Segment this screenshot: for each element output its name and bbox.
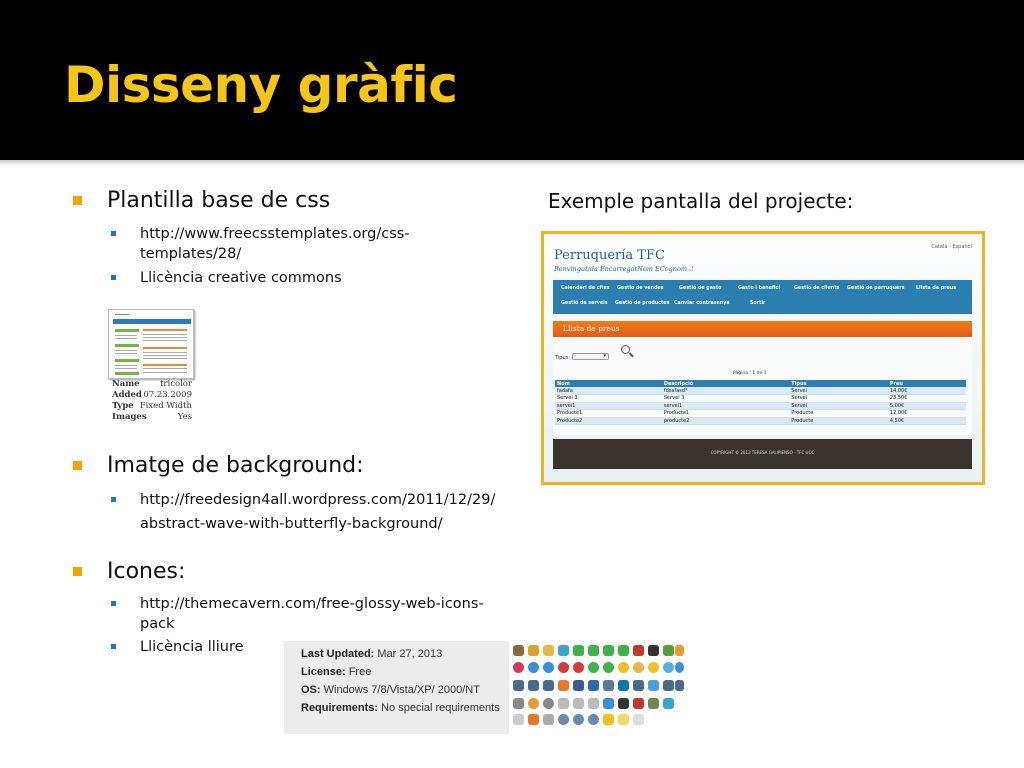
bubble-icon — [663, 662, 674, 673]
nav-item[interactable]: Canviar contrasenya — [674, 301, 730, 306]
arrow-down-icon — [618, 645, 629, 656]
bullet-marker — [73, 196, 82, 205]
chat-icon — [633, 662, 644, 673]
filter-label: Tipus: — [555, 355, 570, 361]
price-table — [555, 380, 966, 425]
project-footer — [553, 439, 972, 469]
type-select[interactable]: ▾ — [572, 353, 609, 360]
add-icon — [588, 662, 599, 673]
bullet-template-license — [140, 268, 342, 288]
lock-icon — [528, 645, 539, 656]
template-url-line2[interactable]: templates/28/ — [140, 246, 242, 262]
meta-row: Added 07.23.2009 — [112, 390, 192, 400]
table-header-row — [555, 380, 966, 387]
pencil-icon — [675, 645, 684, 656]
table-row[interactable]: Producte1 Producte1 Producte 12,00€ — [555, 410, 966, 418]
nav-item[interactable]: Llista de preus — [916, 286, 957, 291]
template-thumbnail — [108, 309, 194, 379]
icons-license-text: Llicència lliure — [140, 639, 244, 655]
user-dark-icon — [648, 645, 659, 656]
arrow-left-icon — [603, 645, 614, 656]
section-body — [553, 337, 972, 435]
background-heading-text: Imatge de background: — [107, 453, 364, 478]
icon-pack-preview — [509, 641, 688, 734]
example-caption: Exemple pantalla del projecte: — [548, 189, 854, 213]
help-icon — [543, 662, 554, 673]
info-icon — [528, 662, 539, 673]
user-dark-icon — [618, 698, 629, 709]
bullet-marker — [111, 497, 116, 502]
bullet-icons-heading — [107, 559, 185, 584]
nav-item[interactable]: Gestió de gasto — [679, 286, 722, 291]
envelope-icon — [513, 714, 524, 725]
table-row[interactable]: Servei 3 Servei 3 Servei 23,50€ — [555, 395, 966, 403]
icons-url-line1[interactable]: http://themecavern.com/free-glossy-web-icons- — [140, 596, 484, 612]
star-empty-icon — [633, 714, 644, 725]
bullet-background-url[interactable] — [140, 488, 495, 536]
section-bar — [553, 321, 972, 337]
monitor-icon — [513, 680, 524, 691]
comment-icon — [648, 662, 659, 673]
pagination: Pàgina : 1 de 1 — [733, 371, 767, 376]
monitor-icon — [663, 680, 674, 691]
thumbnail-header-bar — [113, 319, 191, 324]
refresh-icon — [558, 645, 569, 656]
table-row[interactable]: Producte2 producte2 Producte 4,50€ — [555, 417, 966, 425]
background-url-line1[interactable]: http://freedesign4all.wordpress.com/2011/12/29/ — [140, 492, 496, 508]
bullet-marker — [111, 644, 116, 649]
project-screenshot — [541, 231, 985, 485]
template-meta — [112, 379, 192, 423]
info-last-updated: Last Updated: Mar 27, 2013 — [301, 648, 443, 660]
language-switch[interactable]: Català - Español — [931, 244, 972, 250]
bullet-template-heading — [107, 188, 330, 213]
nav-item[interactable]: Sortir — [750, 301, 766, 306]
col-header[interactable]: Descripció — [662, 380, 789, 387]
user-group-icon — [648, 698, 659, 709]
mail-icon — [558, 698, 569, 709]
close-icon — [573, 662, 584, 673]
nav-item[interactable]: Gestió de clients — [794, 286, 840, 291]
info-license: License: Free — [301, 666, 372, 678]
project-title: Perruquería TFC — [554, 248, 665, 263]
meta-row: Images Yes — [112, 412, 192, 422]
bullet-marker — [111, 601, 116, 606]
monitor-icon — [675, 680, 684, 691]
arrow-up-icon — [573, 645, 584, 656]
nav-item[interactable]: Gestió de serveis — [561, 301, 608, 306]
meta-row: Name tricolor — [112, 379, 192, 389]
bullet-background-heading — [107, 453, 364, 478]
digg-icon — [603, 680, 614, 691]
monitor-icon — [543, 680, 554, 691]
heart-icon — [513, 662, 524, 673]
project-nav — [553, 280, 972, 314]
zoom-in-icon — [558, 714, 569, 725]
check-icon — [603, 662, 614, 673]
user-green-icon — [663, 645, 674, 656]
bullet-template-url[interactable] — [140, 224, 410, 264]
col-header[interactable]: Preu — [888, 380, 966, 387]
document-icon — [543, 714, 554, 725]
arrow-right-icon — [588, 645, 599, 656]
minus-icon — [558, 662, 569, 673]
tools-icon — [513, 698, 524, 709]
nav-item[interactable]: Gestió de perruquers — [847, 286, 905, 291]
nav-item[interactable]: Calendari de cites — [561, 286, 610, 291]
search-icon — [573, 714, 584, 725]
slide-title: Disseny gràfic — [64, 56, 458, 114]
icons-url-line2[interactable]: pack — [140, 616, 175, 632]
table-row[interactable]: servei1 servei1 Servei 5,00€ — [555, 402, 966, 410]
meta-row: Type Fixed Width — [112, 401, 192, 411]
star-icon — [603, 714, 614, 725]
title-band — [0, 0, 1024, 160]
zoom-out-icon — [588, 714, 599, 725]
nav-item[interactable]: Gestió de vendes — [617, 286, 664, 291]
settings-icon — [543, 698, 554, 709]
star-half-icon — [618, 714, 629, 725]
user-blue-icon — [603, 698, 614, 709]
col-header[interactable]: Tipus — [789, 380, 888, 387]
user-add-icon — [663, 698, 674, 709]
icon-pack-info — [284, 641, 509, 734]
nav-item[interactable]: Gasto i beneficí — [738, 286, 781, 291]
info-os: OS: Windows 7/8/Vista/XP/ 2000/NT — [301, 684, 480, 696]
unlock-icon — [543, 645, 554, 656]
background-url-line2[interactable]: abstract-wave-with-butterfly-background/ — [140, 516, 443, 532]
myspace-icon — [588, 680, 599, 691]
template-url-line1[interactable]: http://www.freecsstemplates.org/css- — [140, 226, 410, 242]
home-icon — [513, 645, 524, 656]
twitter-icon — [648, 680, 659, 691]
col-header[interactable]: Nom — [555, 380, 662, 387]
search-icon[interactable] — [621, 345, 630, 354]
warning-icon — [618, 662, 629, 673]
monitor-icon — [528, 680, 539, 691]
info-requirements: Requirements: No special requirements — [301, 702, 500, 714]
bullet-icons-url[interactable] — [140, 594, 484, 634]
nav-item[interactable]: Gestió de productes — [615, 301, 670, 306]
gear-icon — [528, 698, 539, 709]
monitor-icon — [633, 680, 644, 691]
user-red-icon — [633, 645, 644, 656]
bullet-marker — [73, 461, 82, 470]
section-title: Llista de preus — [563, 324, 620, 333]
icons-heading-text: Icones: — [107, 559, 186, 584]
bullet-marker — [111, 231, 116, 236]
message-icon — [675, 662, 684, 673]
project-welcome: Benvingut/da EncarregatNom ECognom..! — [554, 265, 694, 273]
table-row[interactable]: fadafa fdsafasd* Servei 14,00€ — [555, 387, 966, 395]
template-heading-text: Plantilla base de css — [107, 188, 331, 213]
rss-icon — [528, 714, 539, 725]
template-license-text: Llicència creative commons — [140, 270, 342, 286]
bullet-marker — [73, 567, 82, 576]
mail-icon — [588, 698, 599, 709]
footer-copyright: COPYRIGHT © 2013 TERESA GALIPIENSO - TFC UOC — [710, 450, 815, 455]
bullet-marker — [111, 275, 116, 280]
rss-icon — [558, 680, 569, 691]
facebook-icon — [573, 680, 584, 691]
mail-icon — [573, 698, 584, 709]
linkedin-icon — [618, 680, 629, 691]
bullet-icons-license — [140, 637, 244, 657]
user-red-icon — [633, 698, 644, 709]
